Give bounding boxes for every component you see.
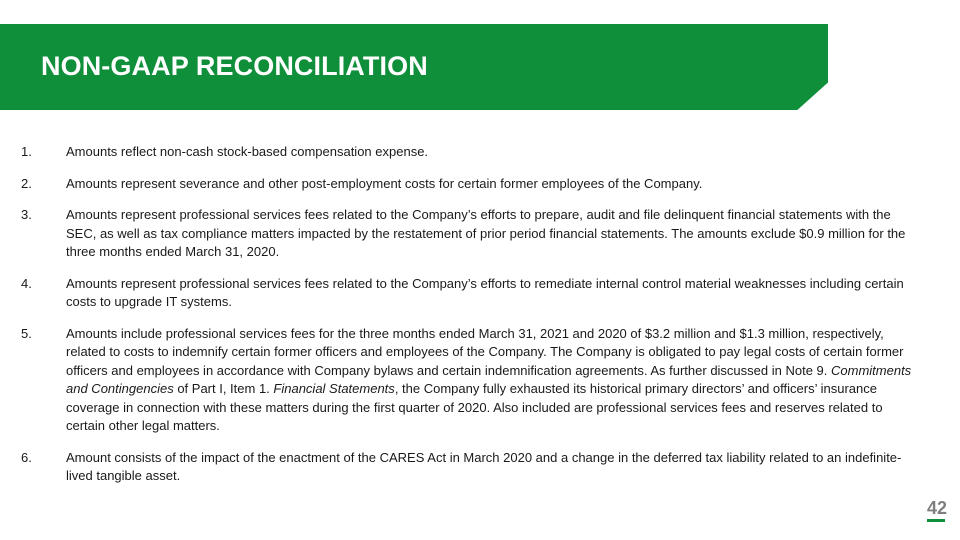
footnote-text [66,276,904,310]
footnote-number: 1. [21,144,32,159]
footnote-text [66,450,901,484]
footnote-item [21,143,921,162]
footnote-number: 5. [21,325,32,341]
footnote-text-segment: Amounts represent professional services fees related to the Company’s efforts to prepare, audit and file delinquent financial statements with the SEC, as well as tax compliance matters impacted by the restatement of prior period financial statements. The amounts exclude $0.9 million for the three months ended March 31, 2020. [66,207,906,259]
footnote-number: 2. [21,175,32,191]
footnote-text-segment: Amounts represent severance and other post-employment costs for certain former employees of the Company. [66,175,703,191]
footnote-text [66,207,905,259]
page-number-underline [927,519,945,522]
page-number: 42 [926,498,947,518]
footnote-italic-reference: Commitments and Contingencies [66,362,912,396]
footnote-number: 3. [21,207,32,222]
footnote-number: 4. [21,275,32,291]
footnote-text [66,326,911,434]
footnote-text-segment: Amount consists of the impact of the enactment of the CARES Act in March 2020 and a change in the deferred tax liability related to an indefinite-lived tangible asset. [66,449,902,483]
footnote-item [21,275,921,312]
footnote-text [66,144,428,159]
footnote-text-segment: Amounts include professional services fees for the three months ended March 31, 2021 and 2020 of $3.2 million and $1.3 million, respectively, related to costs to indemnify certain former officers and employees of the Company. The Company is obligated to pay legal costs of certain former officers and employees in accordance with Company bylaws and certain indemnification agreements. As further discussed in Note 9. [66,325,904,378]
footnote-item [21,206,921,262]
footnote-text [66,176,702,191]
footnote-text-segment: Amounts reflect non-cash stock-based compensation expense. [66,144,429,159]
footnote-number: 6. [21,449,32,465]
footnote-text-segment: , the Company fully exhausted its historical primary directors’ and officers’ insurance coverage in connection with these matters during the first quarter of 2020. Also included are professional services fees and reserves related to certain other legal matters. [66,381,883,433]
footnote-item [21,325,921,436]
footnote-list [21,143,921,499]
footnote-italic-reference: Financial Statements [273,381,395,396]
footnote-item [21,449,921,486]
page-title: NON-GAAP RECONCILIATION [41,51,428,81]
footnote-text-segment: of Part I, Item 1. [173,381,274,396]
footnote-text-segment: Amounts represent professional services fees related to the Company’s efforts to remediate internal control material weaknesses including certain costs to upgrade IT systems. [66,275,904,309]
footnote-item [21,175,921,194]
